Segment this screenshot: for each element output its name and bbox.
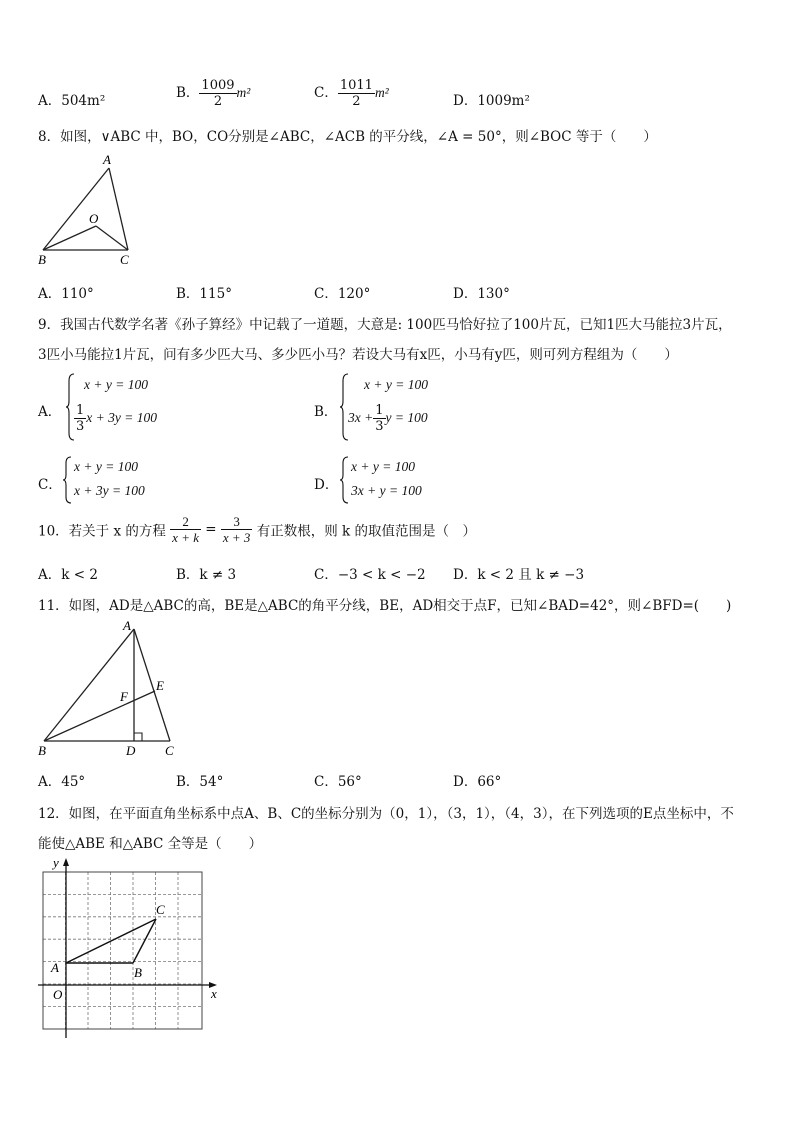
q11-label-a: A	[123, 618, 131, 633]
q10-frac1-num: 2	[170, 514, 201, 530]
q12-label-y: y	[53, 855, 59, 870]
q7-option-b-den: 2	[213, 94, 223, 109]
q7-option-c-den: 2	[352, 94, 361, 109]
q12-grid-border	[43, 872, 202, 1029]
q9-option-b-eq2-pre: 3x +	[348, 410, 374, 425]
q9-option-a-frac-num: 1	[76, 403, 85, 418]
q12-label-b: B	[134, 965, 142, 980]
q12-y-axis-arrow	[63, 858, 69, 866]
q7-option-b-label: B．	[176, 85, 200, 101]
q12-segment-bc	[133, 919, 156, 963]
q12-stem-line-2: 能使△ABE 和△ABC 全等是（ ）	[38, 836, 263, 852]
q10-frac2-den: x + 3	[222, 530, 251, 545]
q9-option-b-frac-den: 3	[375, 419, 384, 434]
q8-option-c: C．120°	[314, 286, 371, 302]
q7-option-c-fraction	[338, 78, 375, 109]
q10-option-c: C．−3 < k < −2	[314, 567, 426, 583]
q8-line-bo	[43, 226, 96, 250]
q8-triangle-figure	[34, 150, 144, 268]
q8-label-a: A	[103, 152, 111, 167]
q10-stem-post: 有正数根，则 k 的取值范围是（ ）	[256, 523, 476, 540]
q9-option-c-label: C．	[38, 477, 62, 493]
q9-option-b-frac-num: 1	[375, 403, 384, 418]
q11-label-c: C	[165, 743, 174, 758]
q11-label-e: E	[156, 678, 164, 693]
q9-option-b-eq2	[348, 403, 428, 434]
q9-option-a-label: A．	[38, 404, 62, 420]
q11-label-f: F	[120, 689, 128, 704]
q11-right-angle-mark	[134, 733, 142, 741]
q11-option-a: A．45°	[38, 774, 86, 790]
q8-option-d: D．130°	[453, 286, 510, 302]
q11-label-d: D	[126, 743, 136, 758]
q10-frac1-den: x + k	[172, 530, 199, 545]
q12-label-c: C	[156, 902, 165, 917]
q7-option-b-unit: m²	[236, 85, 251, 100]
q9-option-b-eq1: x + y = 100	[364, 377, 428, 392]
q9-option-a-fraction	[74, 403, 86, 434]
q10-frac2-num: 3	[221, 514, 253, 530]
q10-option-d: D．k < 2 且 k ≠ −3	[453, 567, 585, 583]
q7-option-c-num: 1011	[339, 78, 373, 93]
q9-option-a-eq2	[74, 403, 157, 434]
q9-option-c-eq2: x + 3y = 100	[74, 483, 145, 498]
q9-option-b-label: B．	[314, 404, 338, 420]
q11-option-c: C．56°	[314, 774, 362, 790]
q8-label-c: C	[120, 252, 129, 267]
q9-option-c-brace	[63, 456, 73, 504]
q8-label-o: O	[89, 211, 99, 226]
q7-option-c	[314, 78, 389, 109]
q9-option-d-label: D．	[314, 477, 339, 493]
q12-coordinate-grid	[36, 852, 226, 1042]
q7-option-c-unit: m²	[374, 85, 389, 100]
q8-option-a: A．110°	[38, 286, 94, 302]
q9-option-a-frac-den: 3	[76, 419, 85, 434]
q9-stem-line-1: 9．我国古代数学名著《孙子算经》中记载了一道题，大意是: 100匹马恰好拉了100片瓦，已知1匹大马能拉3片瓦，	[38, 317, 732, 333]
q7-option-b-fraction	[199, 78, 236, 109]
q7-option-b	[176, 78, 250, 109]
q11-line-ab	[44, 629, 134, 741]
q7-option-c-label: C．	[314, 85, 338, 101]
q7-option-a: A．504m²	[38, 93, 106, 109]
q12-label-a: A	[51, 960, 59, 975]
q9-option-a-eq2-rest: x + 3y = 100	[86, 410, 157, 425]
q9-option-b-eq2-rest: y = 100	[385, 410, 428, 425]
q9-option-d-eq2: 3x + y = 100	[351, 483, 422, 498]
q12-stem-line-1: 12．如图，在平面直角坐标系中点A、B、C的坐标分别为（0，1），（3，1），（4，3），在下列选项的E点坐标中，不	[38, 806, 734, 822]
q7-option-b-num: 1009	[201, 78, 235, 93]
q11-label-b: B	[38, 743, 46, 758]
q9-option-d-brace	[340, 456, 350, 504]
q11-option-d: D．66°	[453, 774, 502, 790]
q10-option-b: B．k ≠ 3	[176, 567, 237, 583]
q11-triangle-figure	[34, 617, 184, 759]
q9-option-d-eq1: x + y = 100	[351, 459, 415, 474]
q12-grid-lines	[43, 872, 202, 1029]
q10-option-a: A．k < 2	[38, 567, 98, 583]
q12-label-o: O	[53, 987, 63, 1002]
q11-stem: 11．如图，AD是△ABC的高，BE是△ABC的角平分线，BE，AD相交于点F，已知∠BAD=42°，则∠BFD=( )	[38, 598, 732, 614]
q12-segment-ac	[66, 919, 156, 963]
q11-option-b: B．54°	[176, 774, 224, 790]
q10-equals: =	[205, 521, 217, 538]
q9-option-b-fraction	[373, 403, 385, 434]
q8-line-ab	[43, 168, 109, 250]
q8-label-b: B	[38, 252, 46, 267]
q9-option-a-eq1: x + y = 100	[84, 377, 148, 392]
q12-label-x: x	[211, 986, 217, 1001]
q10-stem-pre: 10．若关于 x 的方程	[38, 523, 166, 540]
q10-fraction-2	[221, 514, 253, 545]
q7-option-d: D．1009m²	[453, 93, 530, 109]
q10-fraction-1	[170, 514, 201, 545]
q9-option-c-eq1: x + y = 100	[74, 459, 138, 474]
q9-stem-line-2: 3匹小马能拉1片瓦，问有多少匹大马、多少匹小马？若设大马有x匹，小马有y匹，则可列方程组为（ ）	[38, 347, 678, 363]
q8-stem: 8．如图，∨ABC 中，BO，CO分别是∠ABC，∠ACB 的平分线，∠A = 50°，则∠BOC 等于（ ）	[38, 129, 657, 145]
q10-stem	[38, 514, 476, 545]
q8-option-b: B．115°	[176, 286, 232, 302]
q11-line-ac	[134, 629, 170, 741]
